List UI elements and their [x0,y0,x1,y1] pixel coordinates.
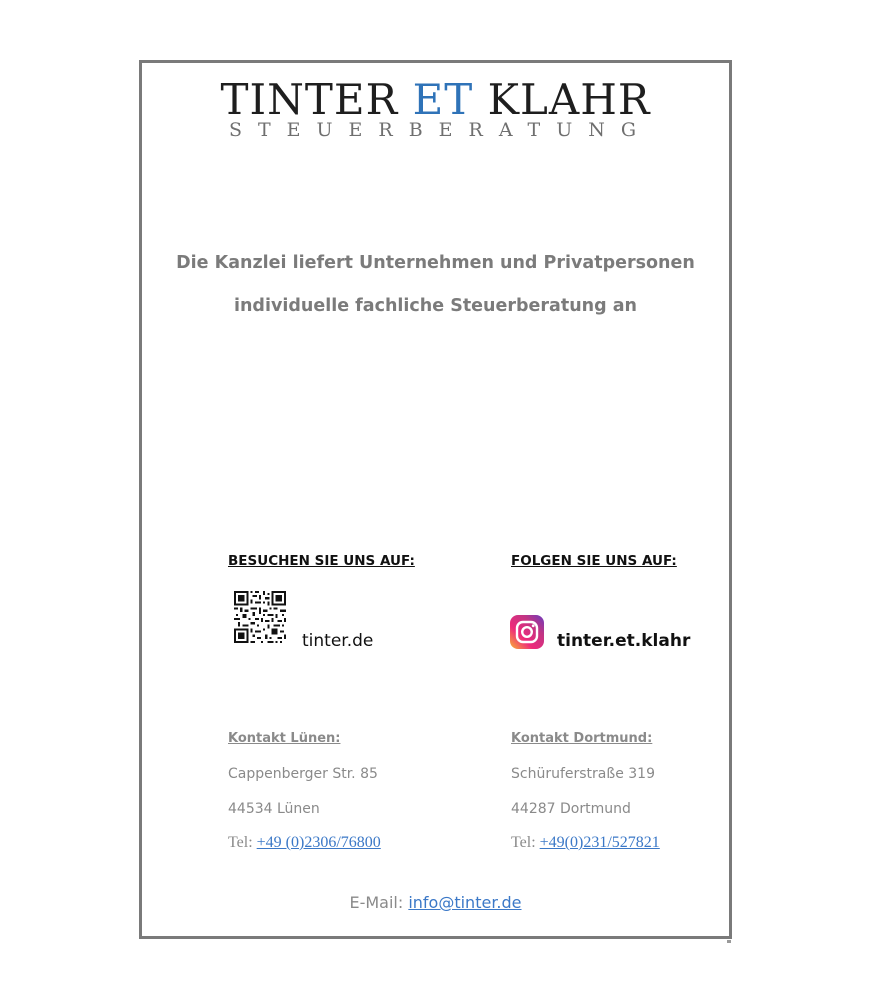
contact-dortmund-heading: Kontakt Dortmund: [511,731,653,746]
contact-luenen-heading: Kontakt Lünen: [228,731,341,746]
email-link[interactable]: info@tinter.de [408,893,522,912]
email-prefix: E-Mail: [349,893,409,912]
logo-title-part1: TINTER [220,75,413,124]
contact-dortmund-street: Schüruferstraße 319 [511,766,655,782]
contact-luenen-city: 44534 Lünen [228,801,320,817]
tel-prefix: Tel: [511,834,540,851]
website-label[interactable]: tinter.de [302,631,374,651]
logo-title-accent: ET [412,75,474,124]
contact-luenen-tel-link[interactable]: +49 (0)2306/76800 [256,834,381,851]
page-corner-mark [727,940,731,943]
email-line [142,893,729,912]
contact-luenen-tel [228,834,381,852]
instagram-icon[interactable] [510,615,544,649]
logo-title [142,77,729,123]
tel-prefix: Tel: [228,834,257,851]
contact-dortmund-tel-link[interactable]: +49(0)231/527821 [539,834,660,851]
logo-title-part2: KLAHR [473,75,651,124]
contact-dortmund-city: 44287 Dortmund [511,801,631,817]
logo-subtitle: STEUERBERATUNG [228,119,653,141]
contact-luenen-street: Cappenberger Str. 85 [228,766,378,782]
qr-code-icon[interactable] [234,591,286,643]
document-page [139,60,732,939]
instagram-handle[interactable]: tinter.et.klahr [557,631,691,651]
visit-heading: BESUCHEN SIE UNS AUF: [228,553,415,569]
tagline-line2: individuelle fachliche Steuerberatung an [233,296,638,316]
follow-heading: FOLGEN SIE UNS AUF: [511,553,677,569]
contact-dortmund-tel [511,834,660,852]
tagline-line1: Die Kanzlei liefert Unternehmen und Privatpersonen [176,253,695,273]
